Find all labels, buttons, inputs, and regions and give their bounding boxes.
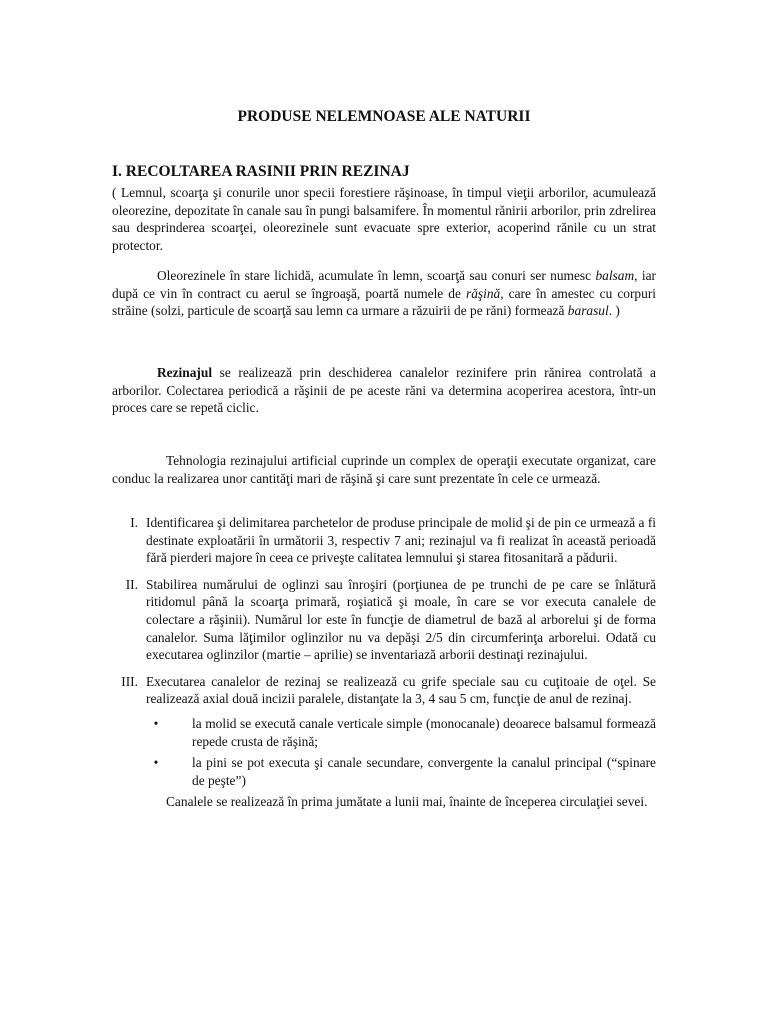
closing-paragraph: Canalele se realizează în prima jumătate a lunii mai, înainte de începerea circulaţiei sevei. xyxy=(166,794,648,810)
term-balsam: balsam xyxy=(595,268,635,283)
list-item-number: III. xyxy=(121,673,138,689)
bullet-text: la pini se pot executa şi canale secundare, convergente la canalul principal (“spinare de peşte”) xyxy=(192,755,656,788)
list-item-number: I. xyxy=(130,515,138,530)
list-item xyxy=(112,576,656,664)
list-item xyxy=(112,673,656,811)
bullet-item xyxy=(146,754,656,789)
term-rezinajul: Rezinajul xyxy=(157,365,213,380)
bullet-list xyxy=(146,715,656,789)
operations-list xyxy=(112,514,656,811)
intro-paragraph-2 xyxy=(112,267,656,320)
intro-text-a: Oleorezinele în stare lichidă, acumulate în lemn, scoarţă sau conuri ser numesc xyxy=(157,268,596,283)
term-barasul: barasul xyxy=(567,303,609,319)
term-rasina: răşină xyxy=(466,285,501,301)
bullet-item xyxy=(146,715,656,750)
list-item-number: II. xyxy=(125,576,138,592)
intro-text-e: , care în amestec cu corpuri străine (solzi, particule de scoarţă sau lemn ca urmare a răzuirii de pe răni) formează xyxy=(112,285,657,319)
tehnologia-paragraph: Tehnologia rezinajului artificial cuprinde un complex de operaţii executate organizat, care conduc la realizarea unor cantităţi mari de răşină şi care sunt prezentate în cele ce urmează. xyxy=(112,453,656,486)
list-item-text: Stabilirea numărului de oglinzi sau înroşiri (porţiunea de pe trunchi de pe care se înlătură ritidomul până la scoarţa primară, roşiatică şi moale, în care se vor executa canalele de colectare a răşinii). Numărul lor este în funcţie de diametrul de bază al arborelui şi de forma canalelor. Suma lăţimilor oglinzilor nu va depăşi 2/5 din circumferinţa arborelui. Odată cu executarea oglinzilor (martie – aprilie) se inventariază arborii destinaţi rezinajului. xyxy=(146,576,656,663)
section-heading: I. RECOLTAREA RASINII PRIN REZINAJ xyxy=(112,163,410,180)
document-title: PRODUSE NELEMNOASE ALE NATURII xyxy=(237,108,531,125)
list-item xyxy=(112,514,656,567)
bullet-icon: • xyxy=(153,715,159,731)
intro-text-g: . ) xyxy=(608,303,620,319)
intro-text-c: , iar după ce vin în contract cu aerul se îngroaşă, poartă numele de xyxy=(112,268,656,301)
rezinaj-paragraph xyxy=(112,364,656,417)
list-item-text: Executarea canalelor de rezinaj se realizează cu grife speciale sau cu cuţitoaie de oţel. Se realizează axial două incizii paralele, distanţate la 3, 4 sau 5 cm, funcţie de anul de rezinaj. xyxy=(146,673,656,707)
bullet-text: la molid se execută canale verticale simple (monocanale) deoarece balsamul formează repede crusta de răşină; xyxy=(192,715,656,749)
bullet-icon: • xyxy=(153,755,159,771)
rezinaj-text: se realizează prin deschiderea canalelor rezinifere prin rănirea controlată a arborilor. Colectarea periodică a răşinii de pe aceste răni va determina acoperirea acestora, într-un proces care se repetă ciclic. xyxy=(112,365,656,416)
list-item-text: Identificarea şi delimitarea parchetelor de produse principale de molid şi de pin ce urmează a fi destinate exploatării în următorii 3, respectiv 7 ani; rezinajul va fi realizat în această perioadă fără pierderi majore în ceea ce priveşte calitatea lemnului şi starea fitosanitară a pădurii. xyxy=(146,515,656,566)
intro-paragraph-1: ( Lemnul, scoarţa şi conurile unor specii forestiere răşinoase, în timpul vieţii arborilor, acumulează oleorezine, depozitate în canale sau în pungi balsamifere. În momentul rănirii arborilor, prin zdrelirea sau desprinderea scoarţei, oleorezinele sunt evacuate spre exterior, acoperind rănile cu un strat protector. xyxy=(112,185,656,253)
